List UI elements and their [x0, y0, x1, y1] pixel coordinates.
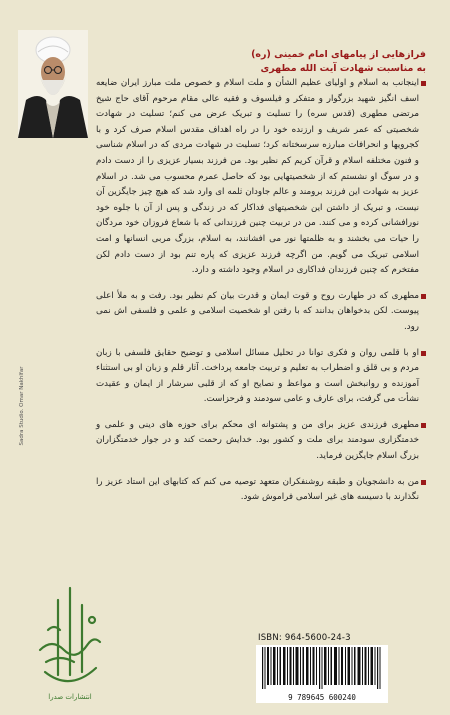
publisher-logo	[30, 580, 110, 700]
barcode-icon	[256, 645, 388, 689]
quote-text: مطهری که در طهارت روح و قوت ایمان و قدرت بیان کم نظیر بود. رفت و به ملأ اعلی پیوست. لکن بدخواهان بدانند که با رفتن او شخصیت اسلامی و علمی و فلسفی اش نمی رود.	[96, 290, 419, 332]
quote-text: او با قلمی روان و فکری توانا در تحلیل مسائل اسلامی و توضیح حقایق فلسفی با زبان مردم و بی قلق و اضطراب به تعلیم و تربیت جامعه پرداخت. آثار قلم و زبان او بی استثناء آموزنده و روانبخش است و مواعظ و نصایح او که از قلبی سرشار از ایمان و عقیدت نشأت می گرفت، برای عارف و عامی سودمند و فرحزاست.	[96, 347, 419, 405]
quotes-title-line1: فرازهایی از پیامهای امام خمینی (ره)	[251, 49, 426, 60]
bullet-marker	[421, 351, 426, 356]
quotes-title-line2: به مناسبت شهادت آیت الله مطهری	[260, 63, 426, 74]
calligraphy-logo-icon	[30, 580, 110, 700]
bullet-marker	[421, 480, 426, 485]
quote-paragraph-1	[96, 76, 426, 279]
bullet-marker	[421, 81, 426, 86]
quote-paragraph-3	[96, 346, 426, 408]
quote-text: من به دانشجویان و طبقه روشنفکران متعهد توصیه می کنم که کتابهای این استاد عزیز را نگذارند با دسیسه های غیر اسلامی فراموش شود.	[96, 476, 419, 503]
barcode-number: 9 789645 600240	[288, 693, 356, 702]
quote-paragraph-2	[96, 289, 426, 336]
quote-text: اینجانب به اسلام و اولیای عظیم الشأن و ملت اسلام و خصوص ملت مبارز ایران ضایعه اسف انگیز شهید بزرگوار و متفکر و فیلسوف و فقیه عالی مقام مرحوم آقای حاج شیخ مرتضی مطهری (قدس سره) را تسلیت و تبریک عرض می کنم؛ تسلیت در شهادت شخصیتی که عمر شریف و ارزنده خود را در راه اهداف مقدس اسلام صرف کرد و با کجرویها و انحرافات مبارزه سرسختانه کرد؛ تسلیت در شهادت مردی که در اسلام شناسی و فنون مختلفه اسلام و قرآن کریم کم نظیر بود. من فرزند بسیار عزیزی را از دست دادم و در سوگ او نشستم که از شخصیتهایی بود که حاصل عمرم محسوب می شد. در اسلام عزیز به شهادت این فرزند برومند و عالم جاودان ثلمه ای وارد شد که هیچ چیز جایگزین آن نیست، و تبریک از داشتن این شخصیتهای فداکار که در زندگی و پس از آن با جلوه خود نورافشانی کرده و می کنند. من در تربیت چنین فرزندانی که با شعاع فروزان خود مردگان را حیات می بخشند و به ظلمتها نور می افشانند، به اسلام، بزرگ مربی انسانها و امت اسلامی تبریک می گویم. من اگرچه فرزند عزیزی که پاره تنم بود از دست دادم لکن مفتخرم که چنین فرزندان فداکاری در اسلام وجود داشته و دارد.	[96, 78, 419, 276]
barcode	[256, 645, 388, 703]
isbn-label: ISBN: 964-5600-24-3	[258, 633, 351, 643]
bullet-marker	[421, 294, 426, 299]
quote-paragraph-4	[96, 418, 426, 465]
author-portrait	[18, 30, 88, 138]
quote-paragraph-5	[96, 475, 426, 506]
designer-credit: Sadra Studio. Omar Nakhlfar	[19, 366, 25, 446]
quotes-text-block	[96, 48, 426, 516]
bullet-marker	[421, 423, 426, 428]
quotes-title	[96, 48, 426, 76]
quote-text: مطهری فرزندی عزیز برای من و پشتوانه ای محکم برای حوزه های دینی و علمی و خدمتگزاری سودمند برای ملت و کشور بود. خدایش رحمت کند و در جوار خدمتگزاران بزرگ اسلام جایگزین فرماید.	[96, 419, 419, 462]
portrait-image	[18, 30, 88, 138]
publisher-name: انتشارات صدرا	[48, 693, 92, 701]
